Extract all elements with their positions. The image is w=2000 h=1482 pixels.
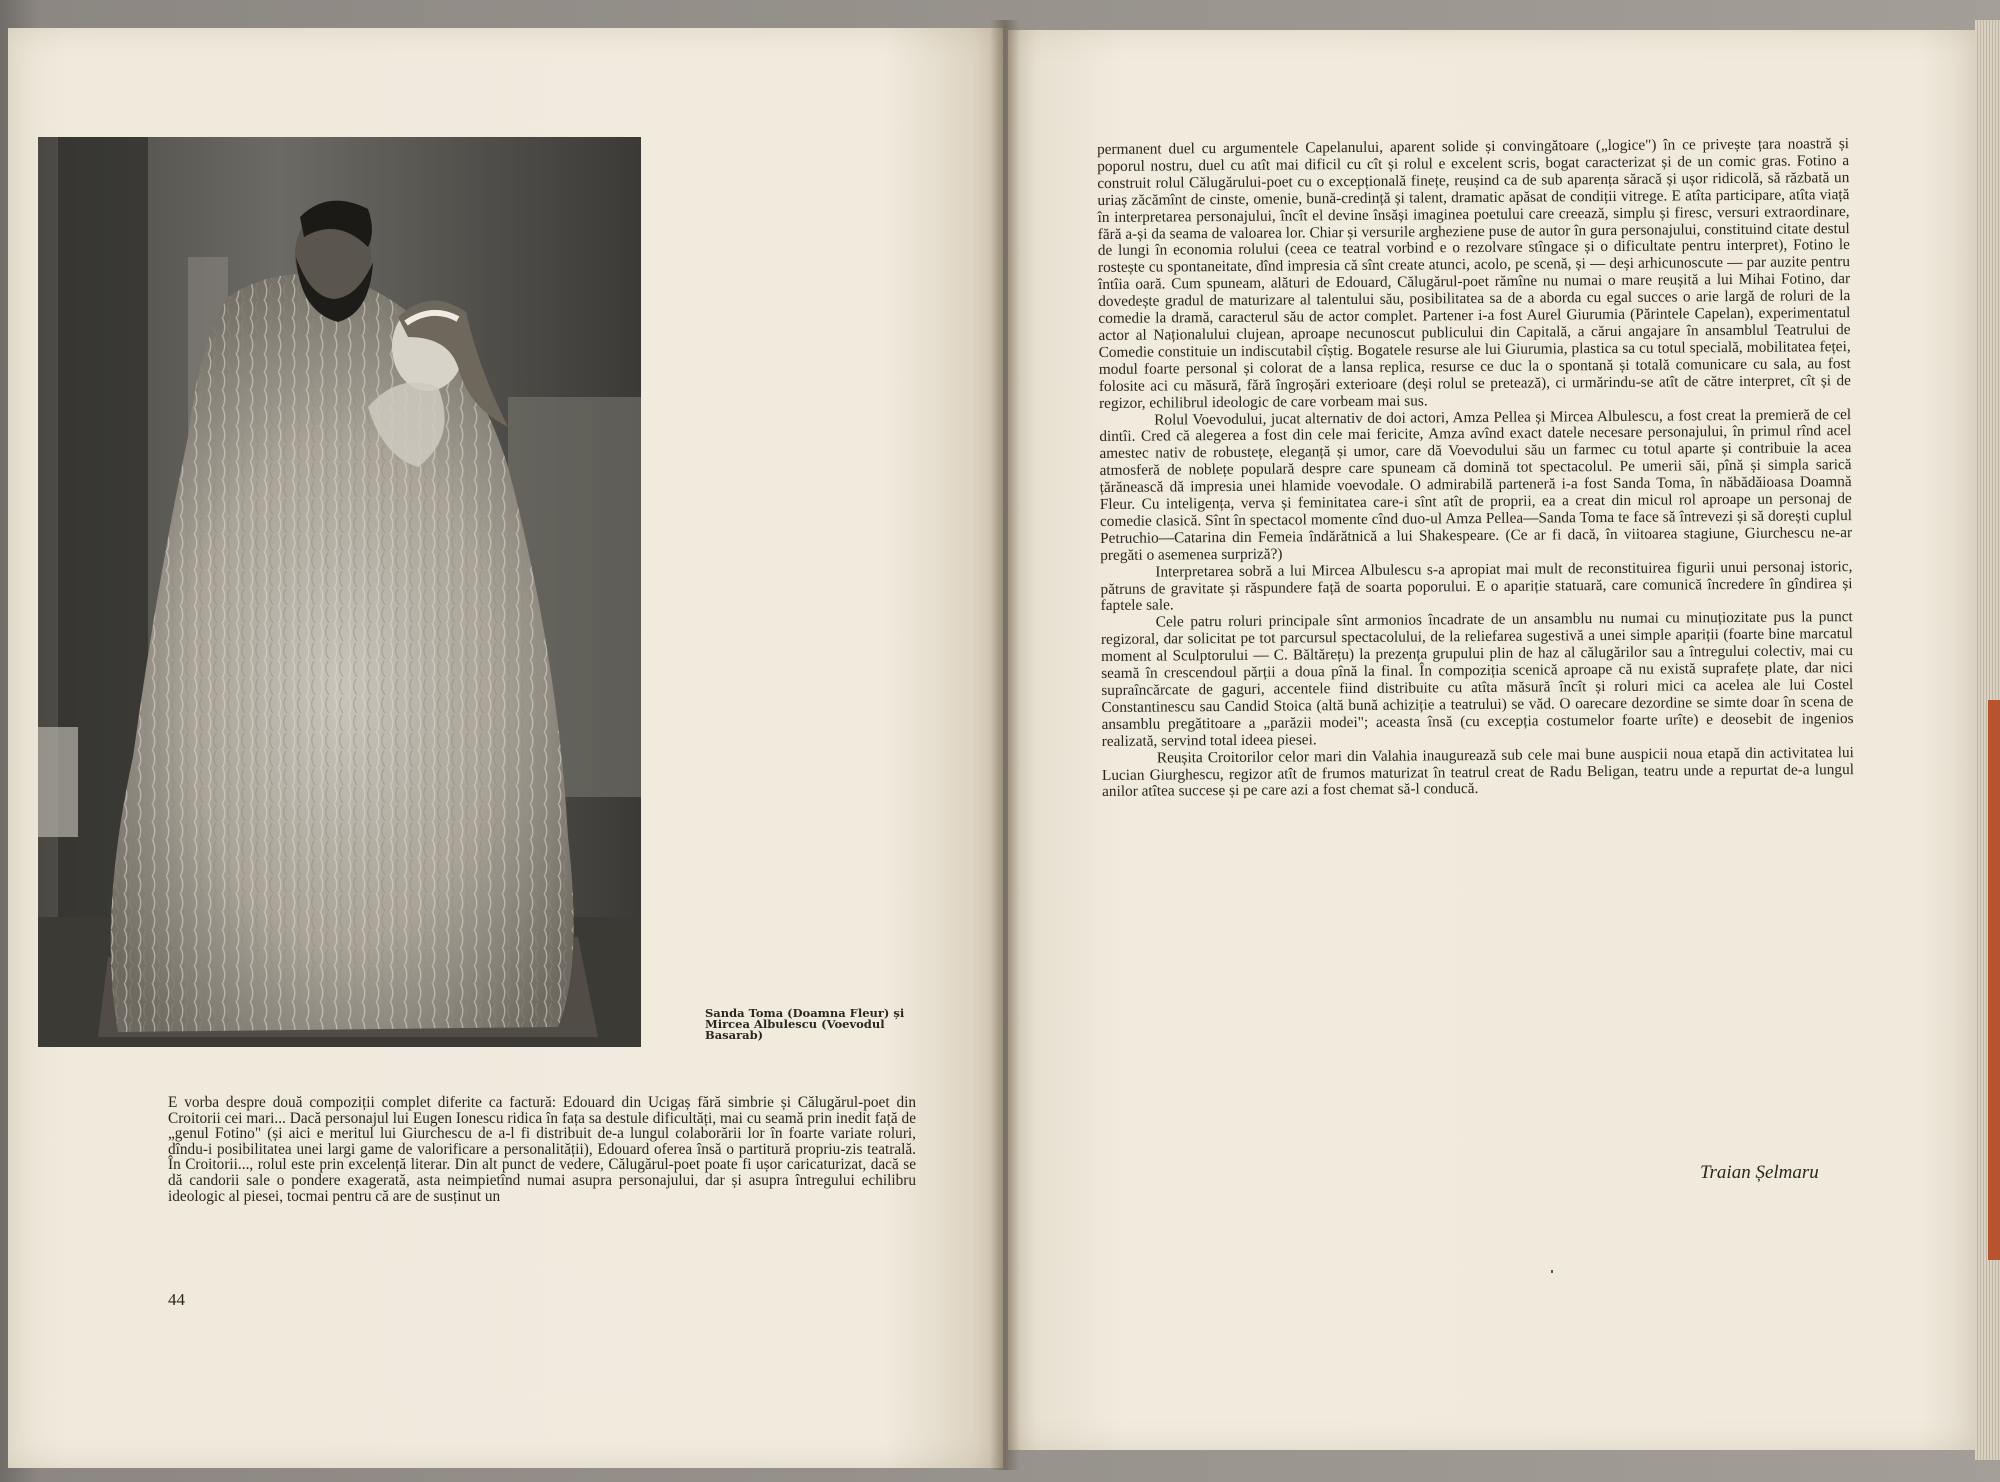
page-number: 44 xyxy=(168,1290,185,1309)
book-gutter xyxy=(990,20,1020,1470)
photo-caption: Sanda Toma (Doamna Fleur) și Mircea Albulescu (Voevodul Basarab) xyxy=(705,1006,905,1042)
article-paragraph-4: Cele patru roluri principale sînt armonios încadrate de un ansamblu nu numai cu minuțiozitate pus la punct regizoral, dar solicitat pe tot parcursul spectacolului, de la reliefarea sugestivă a unei simple apariții (foarte bine marcatul moment al Sculptorului — C. Băltărețu) la prezența grupului plin de haz al călugărilor sau a întregului colectiv, mai cu seamă în crescendoul părții a doua pînă la final. În compoziția scenică aproape că nu există suprafețe plate, dar nici supraîncărcate de gaguri, accentele fiind distribuite cu atîta măsură încît și roluri mici ca acelea ale lui Costel Constantinescu sau Candid Stoica (altă bună achiziție a teatrului) se văd. O oarecare dezordine se simte doar în scena de ansamblu pregătitoare a „parăzii modei"; aceasta însă (cu excepția costumelor foarte urîte) e deosebit de ingenios realizată, servind total ideea piesei. xyxy=(1100,608,1854,750)
article-paragraph-1: permanent duel cu argumentele Capelanului, aparent solide și convingătoare („logice") în ce privește țara noastră și poporul nostru, duel cu atît mai dificil cu cît și rolul e excelent scris, bogat caracterizat și de un comic gras. Fotino a construit rolul Călugărului-poet cu o excepțională finețe, reușind ca de sub aparența săracă și ușor ridicolă, să răzbată un uriaș zăcămînt de cinste, omenie, bună-credință și talent, dramatic apăsat de condiții vitrege. E atîta participare, atîta viață în interpretarea personajului, încît el devine însăși imaginea poetului care creează, simplu și firesc, versuri extraordinare, fără a-și da seama de valoarea lor. Chiar și versurile argheziene puse de autor în gura personajului, constituind citate destul de lungi în economia rolului (ceea ce teatral vorbind e o rezolvare stîngace și o dificultate pentru interpret), Fotino le rostește cu spontaneitate, dînd impresia că sînt create atunci, acolo, pe scenă, și — deși arhicunoscute — par auzite pentru întîia oară. Cum spuneam, alături de Edouard, Călugărul-poet rămîne nu numai o mare reușită a lui Mihai Fotino, dar dovedește gradul de maturizare al talentului său, posibilitatea sa de a aborda cu egal succes o arie largă de roluri de la comedie la dramă, caracterul său de actor complet. Partener i-a fost Aurel Giurumia (Părintele Capelan), experimentatul actor al Naționalului clujean, aproape necunoscut publicului din Capitală, a cărui angajare în ansamblul Teatrului de Comedie constituie un indiscutabil cîștig. Bogatele resurse ale lui Giurumia, plastica sa cu totul specială, mobilitatea feței, modul foarte personal și colorat de a lansa replica, resurse ce duc la o spontană și totală comunicare cu sala, au fost folosite aci cu măsură, fără îngroșări exterioare (deși rolul se pretează), ci urmărindu-se atît de către interpret, cît și de regizor, echilibrul ideologic de care vorbeam mai sus. xyxy=(1096,135,1851,412)
photo-illustration xyxy=(38,137,641,1047)
article-paragraph-2: Rolul Voevodului, jucat alternativ de doi actori, Amza Pellea și Mircea Albulescu, a fost creat la premieră de cel dintîi. Cred că alegerea a fost din cele mai fericite, Amza avînd exact datele necesare personajului, în primul rînd acel amestec nativ de robustețe, eleganță și umor, care dă Voevodului său un farmec cu totul aparte și contribuie la acea atmosferă de noblețe populară despre care spuneam că domină tot spectacolul. Pe umerii săi, pînă și simpla sarică țărănească dă impresia unei hlamide voevodale. O admirabilă parteneră i-a fost Sanda Toma, în năbădăioasa Doamnă Fleur. Cu inteligența, verva și feminitatea care-i sînt atît de proprii, ea a creat din micul rol aproape un personaj de comedie clasică. Sînt în spectacol momente cînd duo-ul Amza Pellea—Sanda Toma te face să întrevezi și să dorești cuplul Petruchio—Catarina din Femeia îndărătnică a lui Shakespeare. (Ce ar fi dacă, în viitoarea stagiune, Giurchescu ne-ar pregăti o asemenea surpriză?) xyxy=(1099,405,1853,564)
article-paragraph-5: Reușita Croitorilor celor mari din Valahia inaugurează sub cele mai bune auspicii noua etapă din activitatea lui Lucian Giurghescu, regizor atît de frumos maturizat în teatrul creat de Radu Beligan, teatru unde a repurtat de-a lungul anilor atîtea succese și pe care azi a fost chemat să-l conducă. xyxy=(1101,743,1855,801)
print-speck xyxy=(1551,1270,1553,1273)
left-page-paragraph: E vorba despre două compoziții complet diferite ca factură: Edouard din Ucigaș fără simbrie și Călugărul-poet din Croitorii cei mari... Dacă personajul lui Eugen Ionescu ridica în fața sa destule dificultăți, mai cu seamă prin inedit față de „genul Fotino" (și aici e meritul lui Giurchescu de a-l fi distribuit de-a lungul colaborării lor în foarte variate roluri, dîndu-i posibilitatea unei largi game de valorificare a personalității), Edouard oferea însă o partitură propriu-zis teatrală. În Croitorii..., rolul este prin excelență literar. Din alt punct de vedere, Călugărul-poet poate fi ușor caricaturizat, dacă se dă candorii sale o pondere exagerată, asta neimpietînd numai asupra personajului, dar și asupra întregului echilibru ideologic al piesei, tocmai pentru că are de susținut un xyxy=(168,1094,916,1205)
article-body xyxy=(1097,136,1854,801)
article-paragraph-3: Interpretarea sobră a lui Mircea Albulescu s-a apropiat mai mult de reconstituirea figurii unui personaj istoric, pătruns de gravitate și răspundere față de soarta poporului. E o apariție statuară, care comunică încredere în gîndirea și faptele sale. xyxy=(1100,557,1853,615)
bookmark-strip xyxy=(1988,700,2000,1260)
author-signature: Traian Șelmaru xyxy=(1700,1162,1819,1183)
theatre-photograph xyxy=(38,137,641,1047)
